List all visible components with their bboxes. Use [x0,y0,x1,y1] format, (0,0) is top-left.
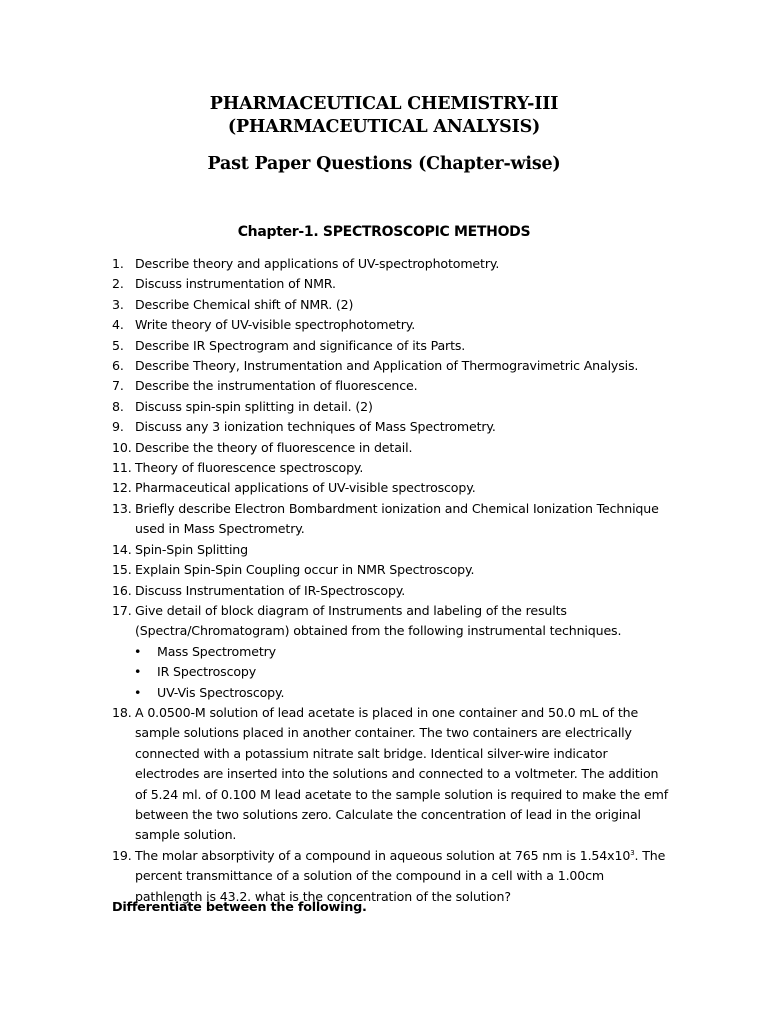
question-number: 8. [112,398,124,414]
question-text: Pharmaceutical applications of UV-visible spectroscopy. [135,480,476,496]
question-number: 3. [112,296,124,312]
question-number: 13. [112,500,132,516]
question-number: 15. [112,562,132,578]
question-item [112,336,672,356]
question-item [112,315,672,335]
technique-bullet-list [112,642,672,703]
question-text: Explain Spin-Spin Coupling occur in NMR Spectroscopy. [135,562,475,578]
bullet-text: UV-Vis Spectroscopy. [157,684,285,700]
question-text: Describe Theory, Instrumentation and Application of Thermogravimetric Analysis. [135,358,639,374]
question-text-end: . The percent transmittance of a solution of the compound in a cell with a 1.00cm pathlength is 43.2. what is the concentration of the solution? [135,847,666,904]
question-item [112,397,672,417]
question-number: 17. [112,602,132,618]
question-item [112,254,672,274]
question-item [112,560,672,580]
question-text: Discuss any 3 ionization techniques of Mass Spectrometry. [135,419,496,435]
question-number: 4. [112,317,124,333]
question-item [112,356,672,376]
question-number: 1. [112,256,124,271]
question-item [112,295,672,315]
question-list [112,254,672,907]
exponent: 3 [630,848,635,857]
question-number: 5. [112,337,124,353]
question-item [112,458,672,478]
differentiate-heading: Differentiate between the following. [112,900,367,915]
question-number: 11. [112,460,132,476]
question-item [112,274,672,294]
question-text: Give detail of block diagram of Instruments and labeling of the results (Spectra/Chromatogram) obtained from the following instrumental techniques. [135,602,622,639]
question-item [112,601,672,642]
question-number: 9. [112,419,124,435]
bullet-item [134,683,672,703]
bullet-text: Mass Spectrometry [157,643,276,659]
question-text: Describe the theory of fluorescence in detail. [135,439,413,455]
question-number: 7. [112,378,124,394]
question-text: Discuss instrumentation of NMR. [135,276,336,292]
question-text: Describe the instrumentation of fluorescence. [135,378,418,394]
bullet-text: IR Spectroscopy [157,664,257,680]
question-item [112,478,672,498]
question-text: Write theory of UV-visible spectrophotometry. [135,317,416,333]
question-number: 14. [112,541,132,557]
question-item [112,417,672,437]
question-text: Describe theory and applications of UV-spectrophotometry. [135,256,500,271]
question-item [112,499,672,540]
bullet-dot-icon: • [134,684,142,700]
question-text: Discuss Instrumentation of IR-Spectroscopy. [135,582,406,598]
question-number: 19. [112,847,132,863]
question-number: 12. [112,480,132,496]
question-number: 2. [112,276,124,292]
chapter-heading: Chapter-1. SPECTROSCOPIC METHODS [237,224,531,240]
question-number: 16. [112,582,132,598]
question-text: Briefly describe Electron Bombardment ionization and Chemical Ionization Technique used in Mass Spectrometry. [135,500,659,537]
question-number: 6. [112,358,124,374]
question-item [112,540,672,560]
question-text: Spin-Spin Splitting [135,541,248,557]
question-item [112,376,672,396]
document-title: PHARMACEUTICAL CHEMISTRY-III (PHARMACEUTICAL ANALYSIS) [209,94,559,137]
question-text-start: The molar absorptivity of a compound in aqueous solution at 765 nm is 1.54x10 [135,847,631,863]
question-item [112,581,672,601]
question-item [112,703,672,846]
bullet-dot-icon: • [134,643,142,659]
question-item [112,438,672,458]
document-subtitle: Past Paper Questions (Chapter-wise) [207,154,561,174]
bullet-dot-icon: • [134,664,142,680]
bullet-item [134,642,672,662]
question-number: 18. [112,704,132,720]
bullet-item [134,662,672,682]
question-number: 10. [112,439,132,455]
question-text: Theory of fluorescence spectroscopy. [135,460,364,476]
question-text: A 0.0500-M solution of lead acetate is placed in one container and 50.0 mL of the sample solutions placed in another container. The two containers are electrically connected with a potassium nitrate salt bridge. Identical silver-wire indicator electrodes are inserted into the solutions and connected to a voltmeter. The addition of 5.24 ml. of 0.100 M lead acetate to the sample solution is required to make the emf between the two solutions zero. Calculate the concentration of lead in the original sample solution. [135,704,668,843]
question-text: Describe IR Spectrogram and significance of its Parts. [135,337,466,353]
question-text: Describe Chemical shift of NMR. (2) [135,296,354,312]
question-text: Discuss spin-spin splitting in detail. (2) [135,398,373,414]
